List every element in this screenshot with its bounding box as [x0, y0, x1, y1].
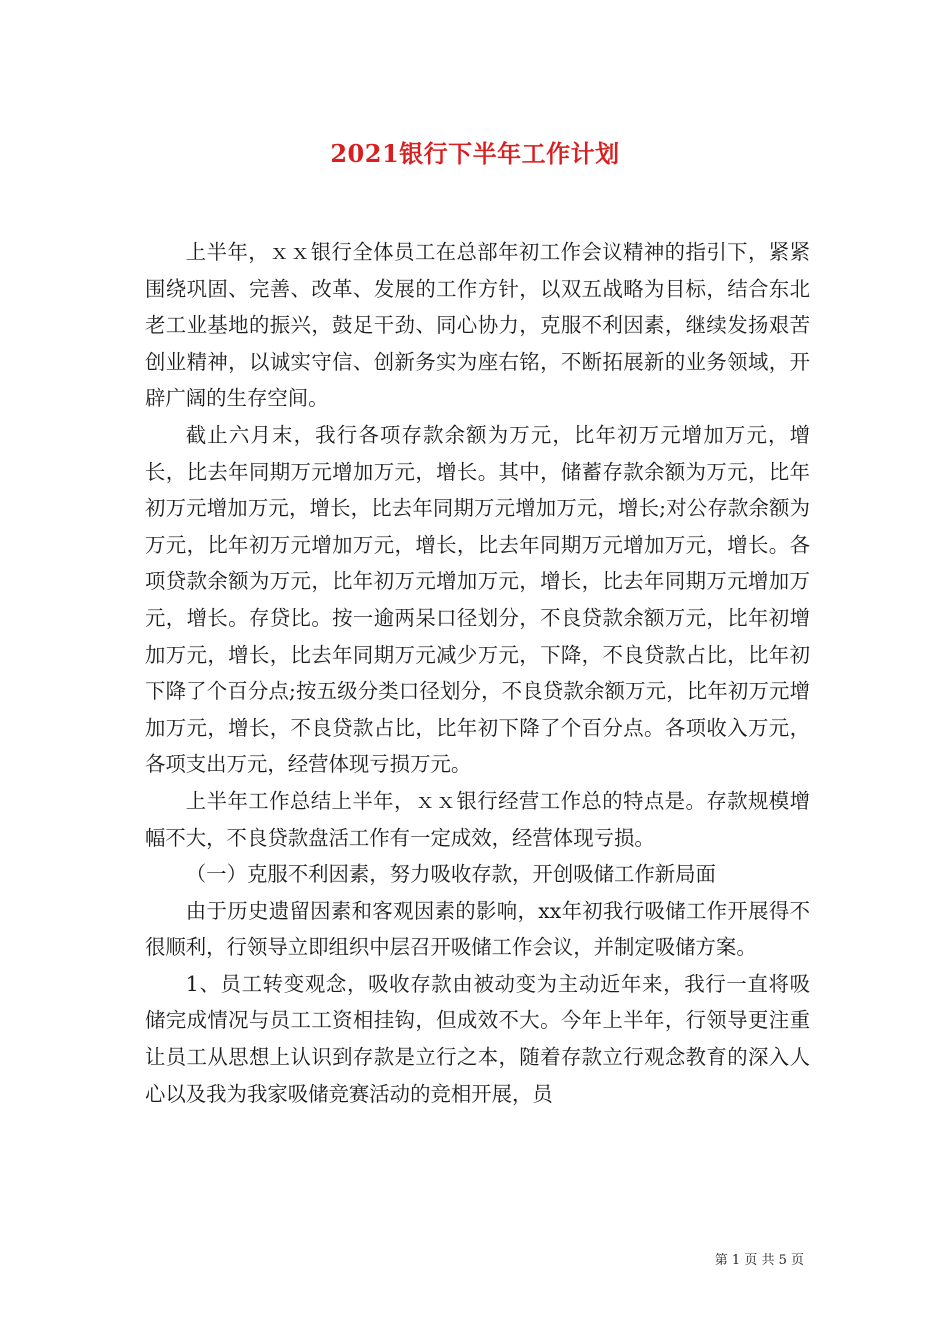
- section-heading-1: （一）克服不利因素，努力吸收存款，开创吸储工作新局面: [185, 862, 716, 887]
- paragraph-deposit-background: 由于历史遗留因素和客观因素的影响，xx年初我行吸储工作开展得不很顺利，行领导立即组织中层召开吸储工作会议，并制定吸储方案。: [145, 898, 810, 960]
- page-number: 第 1 页 共 5 页: [714, 1253, 804, 1268]
- document-title: 2021银行下半年工作计划: [330, 139, 620, 168]
- document-body: [145, 234, 810, 1112]
- paragraph-intro: 上半年，ｘｘ银行全体员工在总部年初工作会议精神的指引下，紧紧围绕巩固、完善、改革、发展的工作方针，以双五战略为目标，结合东北老工业基地的振兴，鼓足干劲、同心协力，克服不利因素，继续发扬艰苦创业精神，以诚实守信、创新务实为座右铭，不断拓展新的业务领域，开辟广阔的生存空间。: [145, 240, 810, 411]
- paragraph-summary: 上半年工作总结上半年，ｘｘ银行经营工作总的特点是。存款规模增幅不大，不良贷款盘活工作有一定成效，经营体现亏损。: [145, 788, 810, 850]
- paragraph-figures: 截止六月末，我行各项存款余额为万元，比年初万元增加万元，增长，比去年同期万元增加万元，增长。其中，储蓄存款余额为万元，比年初万元增加万元，增长，比去年同期万元增加万元，增长;对公存款余额为万元，比年初万元增加万元，增长，比去年同期万元增加万元，增长。各项贷款余额为万元，比年初万元增加万元，增长，比去年同期万元增加万元，增长。存贷比。按一逾两呆口径划分，不良贷款余额万元，比年初增加万元，增长，比去年同期万元减少万元，下降，不良贷款占比，比年初下降了个百分点;按五级分类口径划分，不良贷款余额万元，比年初万元增加万元，增长，不良贷款占比，比年初下降了个百分点。各项收入万元，各项支出万元，经营体现亏损万元。: [145, 422, 810, 777]
- paragraph-item-1: 1、员工转变观念，吸收存款由被动变为主动近年来，我行一直将吸储完成情况与员工工资相挂钩，但成效不大。今年上半年，行领导更注重让员工从思想上认识到存款是立行之本，随着存款立行观念教育的深入人心以及我为我家吸储竞赛活动的竞相开展，员: [145, 971, 810, 1106]
